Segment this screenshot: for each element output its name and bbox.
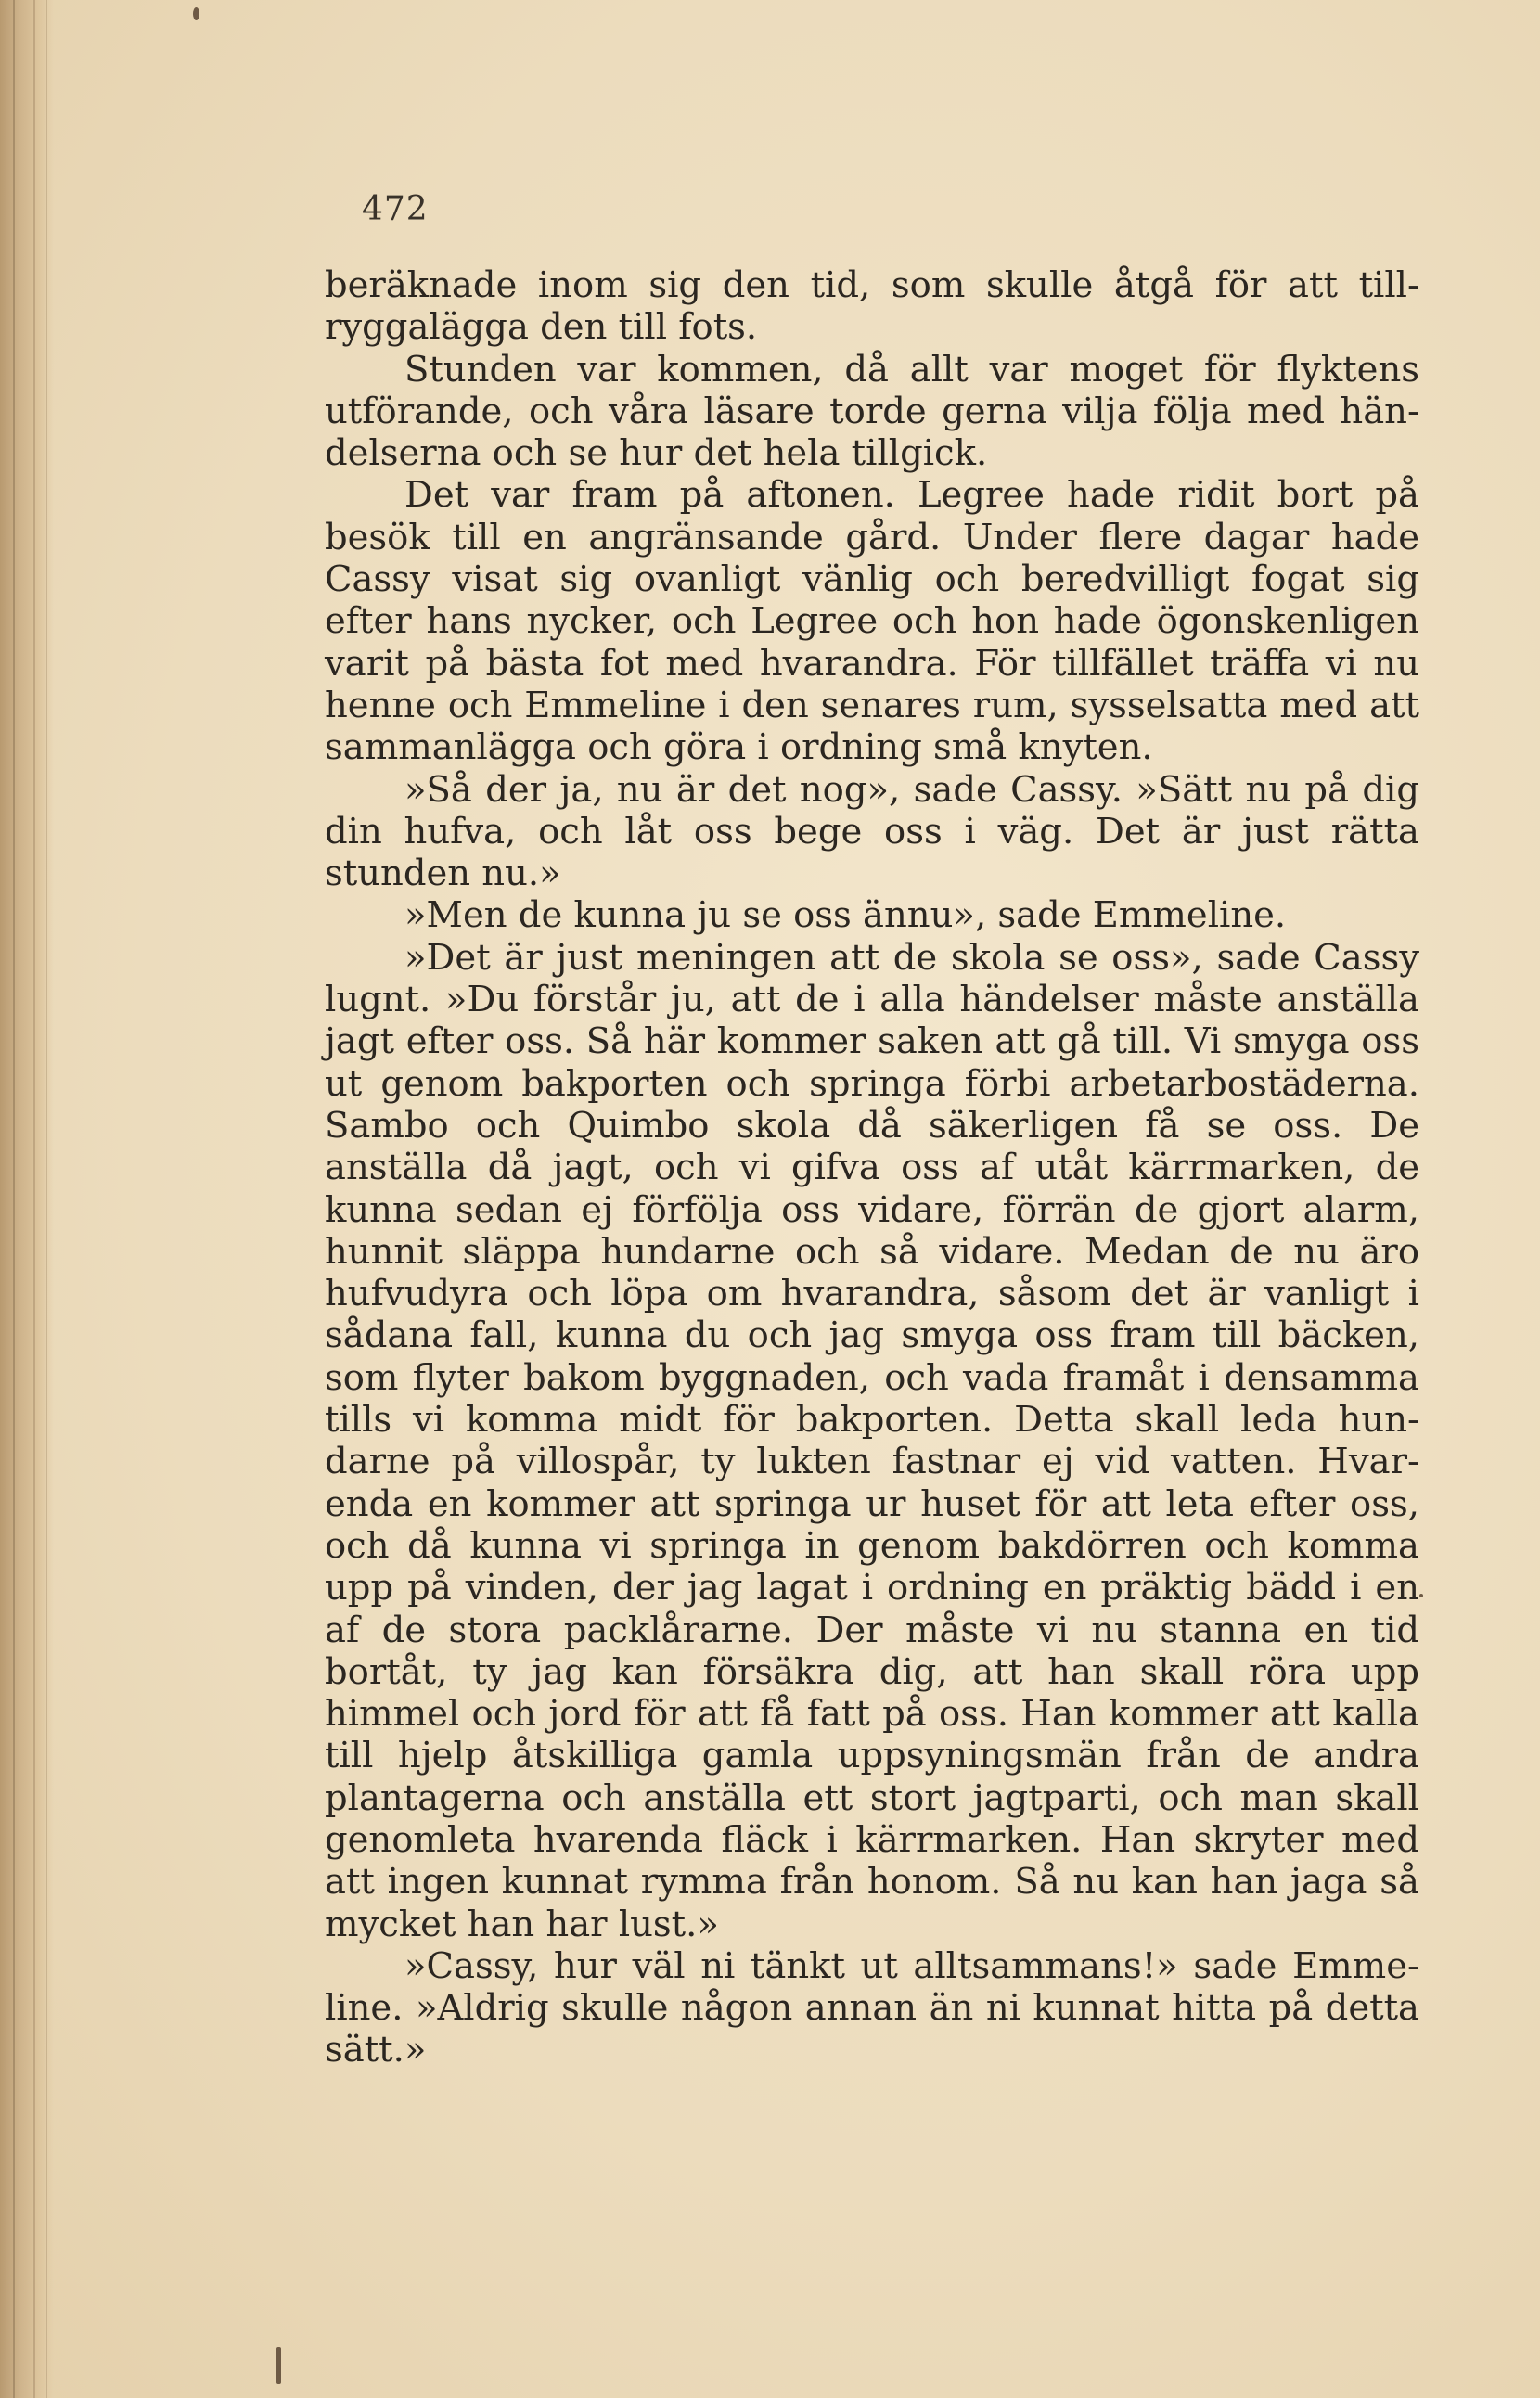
- paragraph: »Cassy, hur väl ni tänkt ut alltsammans!» sade Emme-line. »Aldrig skulle någon annan än ni kunnat hitta på detta sätt.»: [325, 1944, 1419, 2071]
- body-text: [325, 264, 1419, 2071]
- paper-speck: [276, 2347, 281, 2384]
- paper-speck: [1419, 1594, 1423, 1597]
- paper-speck: [193, 7, 199, 20]
- binding-shadow-line: [13, 0, 15, 2398]
- page-binding-edge: [0, 0, 54, 2398]
- paragraph: Det var fram på aftonen. Legree hade ridit bort på besök till en angränsande gård. Under flere dagar hade Cassy visat sig ovanligt vänlig och beredvilligt fogat sig efter hans nycker, och Legree och hon hade ögonskenligen varit på bästa fot med hvarandra. För tillfället träffa vi nu henne och Emmeline i den senares rum, sysselsatta med att sammanlägga och göra i ordning små knyten.: [325, 474, 1419, 769]
- paragraph: »Det är just meningen att de skola se oss», sade Cassy lugnt. »Du förstår ju, att de i alla händelser måste anställa jagt efter oss. Så här kommer saken att gå till. Vi smyga oss ut genom bakporten och springa förbi arbetarbostäderna. Sambo och Quimbo skola då säkerligen få se oss. De anställa då jagt, och vi gifva oss af utåt kärrmarken, de kunna sedan ej förfölja oss vidare, förrän de gjort alarm, hunnit släppa hundarne och så vidare. Medan de nu äro hufvudyra och löpa om hvarandra, såsom det är vanligt i sådana fall, kunna du och jag smyga oss fram till bäcken, som flyter bakom byggnaden, och vada framåt i densamma tills vi komma midt för bakporten. Detta skall leda hun-darne på villospår, ty lukten fastnar ej vid vatten. Hvar-enda en kommer att springa ur huset för att leta efter oss, och då kunna vi springa in genom bakdörren och komma upp på vinden, der jag lagat i ordning en präktig bädd i en af de stora packlårarne. Der måste vi nu stanna en tid bortåt, ty jag kan försäkra dig, att han skall röra upp himmel och jord för att få fatt på oss. Han kommer att kalla till hjelp åtskilliga gamla uppsyningsmän från de andra plantagerna och anställa ett stort jagtparti, och man skall genomleta hvarenda fläck i kärrmarken. Han skryter med att ingen kunnat rymma från honom. Så nu kan han jaga så mycket han har lust.»: [325, 936, 1419, 1945]
- paragraph: beräknade inom sig den tid, som skulle åtgå för att till-ryggalägga den till fots.: [325, 264, 1419, 349]
- paragraph: Stunden var kommen, då allt var moget för flyktens utförande, och våra läsare torde gerna vilja följa med hän-delserna och se hur det hela tillgick.: [325, 348, 1419, 475]
- binding-shadow-line: [33, 0, 35, 2398]
- page-number: 472: [362, 190, 429, 228]
- paragraph: »Men de kunna ju se oss ännu», sade Emmeline.: [404, 894, 1287, 937]
- binding-shadow-line: [46, 0, 47, 2398]
- paragraph: »Så der ja, nu är det nog», sade Cassy. »Sätt nu på dig din hufva, och låt oss bege oss i väg. Det är just rätta stunden nu.»: [325, 768, 1419, 895]
